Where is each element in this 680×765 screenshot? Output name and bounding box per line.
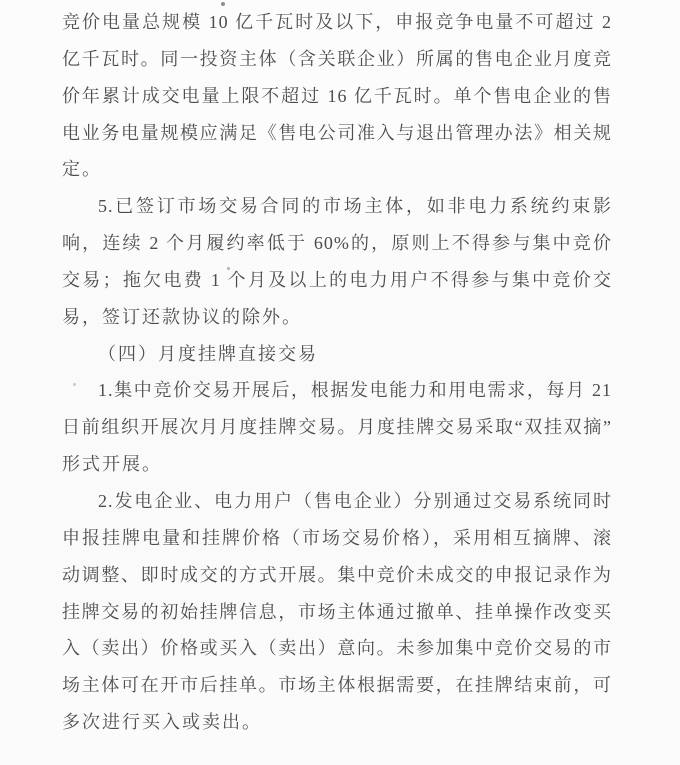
text-line: 形式开展。 — [62, 454, 162, 475]
text-line: 亿千瓦时。同一投资主体（含关联企业）所属的售电企业月度竞 — [62, 48, 612, 69]
text-line: 1.集中竞价交易开展后，根据发电能力和用电需求，每月 21 — [98, 380, 612, 401]
paragraph-continuation — [62, 4, 612, 188]
text-line: 申报挂牌电量和挂牌价格（市场交易价格），采用相互摘牌、滚 — [62, 527, 612, 548]
text-line: 2.发电企业、电力用户（售电企业）分别通过交易系统同时 — [98, 490, 612, 511]
section-heading-4 — [62, 336, 612, 373]
text-line: 价年累计成交电量上限不超过 16 亿千瓦时。单个售电企业的售 — [62, 85, 612, 106]
paragraph-item-1 — [62, 372, 612, 483]
paragraph-item-5 — [62, 188, 612, 335]
text-line: 电业务电量规模应满足《售电公司准入与退出管理办法》相关规 — [62, 122, 612, 143]
text-line: 竞价电量总规模 10 亿千瓦时及以下，申报竞争电量不可超过 2 — [62, 12, 612, 32]
document-text-block — [62, 4, 612, 741]
text-line: 场主体可在开市后挂单。市场主体根据需要，在挂牌结束前，可 — [62, 675, 612, 696]
text-line: 入（卖出）价格或买入（卖出）意向。未参加集中竞价交易的市 — [62, 638, 612, 659]
section-heading-line: （四）月度挂牌直接交易 — [98, 343, 318, 364]
text-line: 交易；拖欠电费 1 个月及以上的电力用户不得参与集中竞价交 — [62, 269, 612, 290]
paragraph-item-2 — [62, 483, 612, 741]
text-line: 多次进行买入或卖出。 — [62, 712, 262, 733]
text-line: 易，签订还款协议的除外。 — [62, 306, 302, 327]
text-line: 定。 — [62, 159, 102, 180]
text-line: 日前组织开展次月月度挂牌交易。月度挂牌交易采取“双挂双摘” — [62, 417, 612, 438]
text-line: 动调整、即时成交的方式开展。集中竞价未成交的申报记录作为 — [62, 564, 612, 585]
text-line: 响，连续 2 个月履约率低于 60%的，原则上不得参与集中竞价 — [62, 233, 612, 254]
text-line: 5.已签订市场交易合同的市场主体，如非电力系统约束影 — [98, 196, 612, 217]
text-line: 挂牌交易的初始挂牌信息，市场主体通过撤单、挂单操作改变买 — [62, 601, 612, 622]
